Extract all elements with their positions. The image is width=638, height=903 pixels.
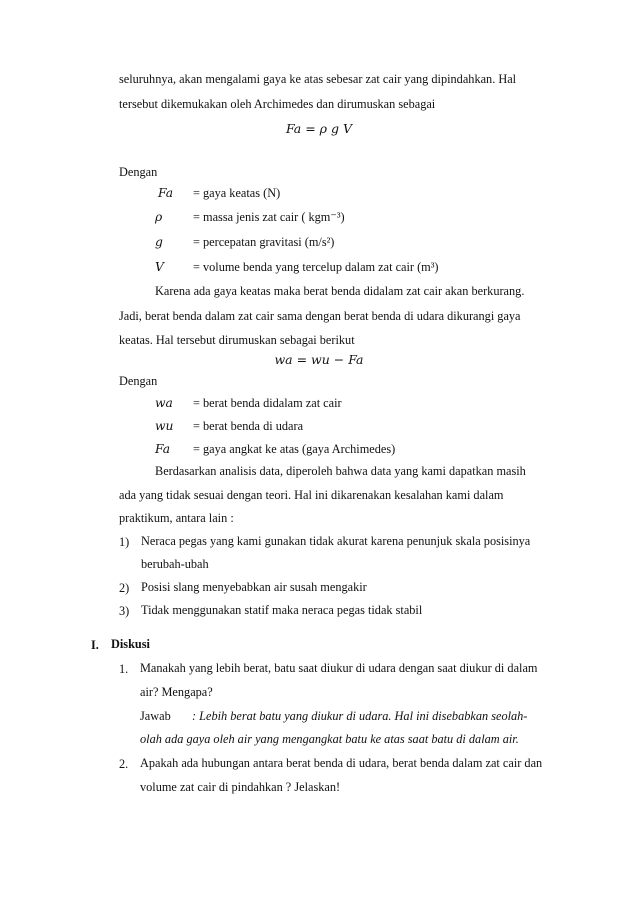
answer-text: : Lebih berat batu yang diukur di udara. Hal ini disebabkan seolah- — [192, 709, 528, 723]
question-text-continued: air? Mengapa? — [140, 685, 213, 699]
list-item-text: Tidak menggunakan statif maka neraca pegas tidak stabil — [141, 603, 423, 617]
definition-symbol: Fa — [155, 442, 171, 456]
list-item-number: 3) — [119, 604, 130, 618]
paragraph-2-line-3: keatas. Hal tersebut dirumuskan sebagai berikut — [119, 333, 355, 347]
list-item-text-continued: berubah-ubah — [141, 557, 209, 571]
formula-weight-text: wa = wu − Fa — [274, 352, 364, 367]
list-item-number: 1) — [119, 535, 130, 549]
answer-label: Jawab — [140, 709, 171, 723]
section-number: I. — [91, 638, 99, 652]
intro-line-2: tersebut dikemukakan oleh Archimedes dan dirumuskan sebagai — [119, 97, 436, 111]
definition-symbol: ρ — [155, 210, 163, 224]
paragraph-2-line-2: Jadi, berat benda dalam zat cair sama dengan berat benda di udara dikurangi gaya — [119, 309, 521, 323]
definition-symbol: V — [155, 260, 164, 274]
paragraph-3-line-3: praktikum, antara lain : — [119, 511, 234, 525]
list-item-text: Posisi slang menyebabkan air susah mengakir — [141, 580, 367, 594]
question-number: 1. — [119, 662, 129, 676]
formula-archimedes-text: Fa = ρ g V — [285, 121, 353, 136]
definition-symbol: wa — [155, 396, 173, 410]
paragraph-2-line-1: Karena ada gaya keatas maka berat benda didalam zat cair akan berkurang. — [155, 284, 525, 298]
list-item-number: 2) — [119, 581, 130, 595]
definition-text: = berat benda didalam zat cair — [193, 396, 342, 410]
definition-text: = volume benda yang tercelup dalam zat cair (m³) — [193, 260, 439, 274]
paragraph-3-line-2: ada yang tidak sesuai dengan teori. Hal ini dikarenakan kesalahan kami dalam — [119, 488, 504, 502]
formula-weight — [0, 354, 638, 367]
definition-symbol: wu — [155, 419, 174, 433]
answer-text-continued: olah ada gaya oleh air yang mengangkat batu ke atas saat batu di dalam air. — [140, 732, 519, 746]
definition-symbol: Fa — [158, 186, 174, 200]
question-text-continued: volume zat cair di pindahkan ? Jelaskan! — [140, 780, 341, 794]
definition-text: = gaya keatas (N) — [193, 186, 281, 200]
formula-archimedes — [0, 123, 638, 136]
dengan-label-2: Dengan — [119, 374, 158, 388]
question-number: 2. — [119, 757, 129, 771]
definition-text: = gaya angkat ke atas (gaya Archimedes) — [193, 442, 396, 456]
definition-text: = massa jenis zat cair ( kgm⁻³) — [193, 210, 345, 224]
definition-text: = berat benda di udara — [193, 419, 304, 433]
intro-line-1: seluruhnya, akan mengalami gaya ke atas sebesar zat cair yang dipindahkan. Hal — [119, 72, 517, 86]
definition-text: = percepatan gravitasi (m/s²) — [193, 235, 335, 249]
list-item-text: Neraca pegas yang kami gunakan tidak akurat karena penunjuk skala posisinya — [141, 534, 531, 548]
definition-symbol: g — [155, 235, 163, 249]
section-title: Diskusi — [111, 637, 150, 651]
question-text: Manakah yang lebih berat, batu saat diukur di udara dengan saat diukur di dalam — [140, 661, 538, 675]
paragraph-3-line-1: Berdasarkan analisis data, diperoleh bahwa data yang kami dapatkan masih — [155, 464, 526, 478]
dengan-label-1: Dengan — [119, 165, 158, 179]
question-text: Apakah ada hubungan antara berat benda di udara, berat benda dalam zat cair dan — [140, 756, 543, 770]
